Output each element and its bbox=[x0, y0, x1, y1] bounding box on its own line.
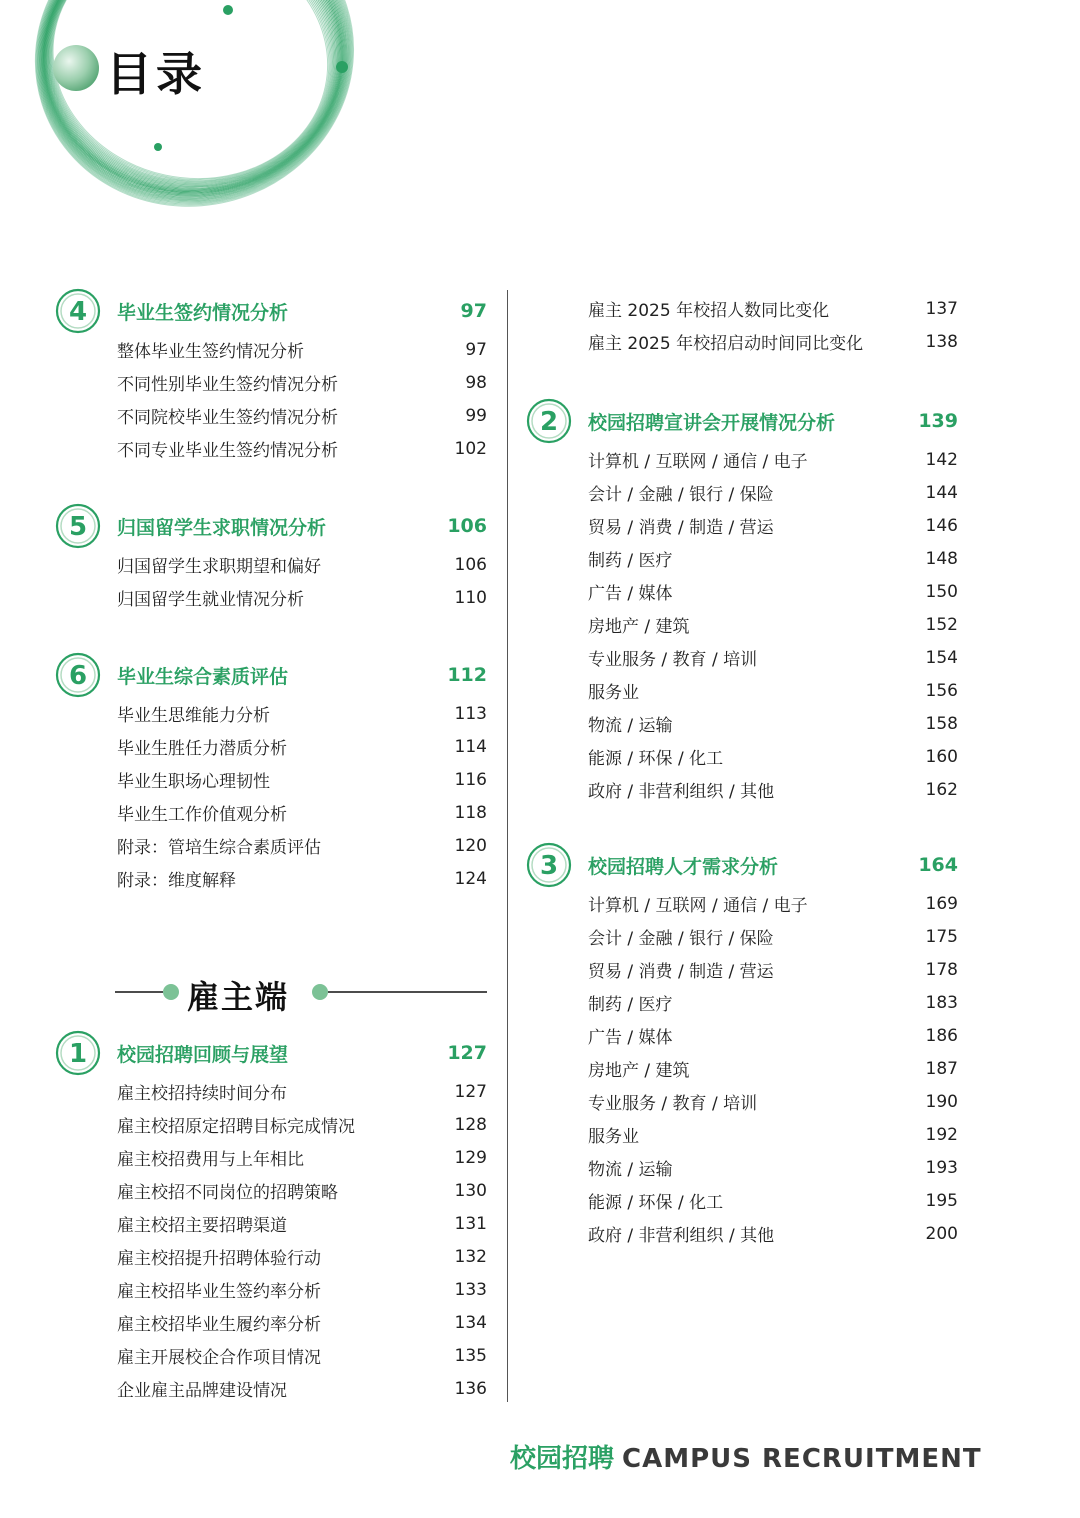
toc-entry-title: 附录：维度解释 bbox=[117, 871, 236, 891]
toc-entry-title: 雇主 2025 年校招启动时间同比变化 bbox=[588, 334, 864, 354]
swirl-dot-icon bbox=[336, 61, 348, 73]
toc-entry-title: 房地产 / 建筑 bbox=[588, 1061, 690, 1081]
toc-section-page: 139 bbox=[918, 410, 958, 432]
toc-entry-page: 162 bbox=[925, 779, 958, 800]
employer-group-title: 雇主端 bbox=[187, 978, 290, 1016]
toc-entry-page: 146 bbox=[925, 515, 958, 536]
toc-entry-page: 144 bbox=[925, 482, 958, 503]
toc-entry-page: 114 bbox=[454, 736, 487, 757]
toc-entry-page: 137 bbox=[925, 298, 958, 319]
toc-entry-title: 归国留学生求职期望和偏好 bbox=[117, 557, 321, 577]
toc-entry[interactable] bbox=[55, 763, 487, 796]
group-heading-rule bbox=[115, 972, 487, 1012]
toc-section-title: 毕业生签约情况分析 bbox=[117, 301, 289, 324]
section-number-badge-icon bbox=[526, 398, 572, 444]
toc-entry[interactable] bbox=[526, 325, 958, 358]
toc-entry-page: 116 bbox=[454, 769, 487, 790]
toc-entry[interactable] bbox=[55, 1075, 487, 1108]
toc-entry[interactable] bbox=[526, 674, 958, 707]
toc-entry-page: 127 bbox=[454, 1081, 487, 1102]
toc-entry[interactable] bbox=[55, 796, 487, 829]
section-number-badge-icon bbox=[55, 288, 101, 334]
toc-section-heading[interactable] bbox=[55, 654, 487, 696]
toc-entry-page: 129 bbox=[454, 1147, 487, 1168]
toc-entry[interactable] bbox=[526, 1217, 958, 1250]
toc-entry-page: 158 bbox=[925, 713, 958, 734]
toc-entry-title: 计算机 / 互联网 / 通信 / 电子 bbox=[588, 896, 808, 916]
footer-brand-en: CAMPUS RECRUITMENT bbox=[622, 1444, 982, 1474]
toc-entry-page: 175 bbox=[925, 926, 958, 947]
toc-section bbox=[55, 654, 487, 895]
employer-group-heading bbox=[115, 972, 487, 1016]
section-number-badge-icon bbox=[526, 842, 572, 888]
toc-entry-title: 物流 / 运输 bbox=[588, 716, 673, 736]
toc-entry-page: 130 bbox=[454, 1180, 487, 1201]
toc-entry-title: 物流 / 运输 bbox=[588, 1160, 673, 1180]
toc-entry-page: 192 bbox=[925, 1124, 958, 1145]
toc-entry[interactable] bbox=[55, 730, 487, 763]
toc-entry-page: 136 bbox=[454, 1378, 487, 1399]
toc-entry[interactable] bbox=[526, 1052, 958, 1085]
toc-entry-page: 169 bbox=[925, 893, 958, 914]
toc-entry[interactable] bbox=[55, 1174, 487, 1207]
toc-section-title: 校园招聘宣讲会开展情况分析 bbox=[588, 411, 836, 434]
toc-entry-title: 雇主校招毕业生签约率分析 bbox=[117, 1282, 321, 1302]
toc-entry-title: 专业服务 / 教育 / 培训 bbox=[588, 1094, 758, 1114]
toc-entry-page: 148 bbox=[925, 548, 958, 569]
toc-entry[interactable] bbox=[526, 292, 958, 325]
toc-section-title: 校园招聘人才需求分析 bbox=[588, 855, 779, 878]
toc-section-title: 毕业生综合素质评估 bbox=[117, 665, 289, 688]
toc-entry-title: 不同专业毕业生签约情况分析 bbox=[117, 441, 338, 461]
toc-entry[interactable] bbox=[55, 432, 487, 465]
toc-entry[interactable] bbox=[55, 548, 487, 581]
toc-section-page: 127 bbox=[447, 1042, 487, 1064]
toc-entry-title: 贸易 / 消费 / 制造 / 营运 bbox=[588, 518, 774, 538]
toc-entry-title: 毕业生职场心理韧性 bbox=[117, 772, 270, 792]
header-swirl-graphic bbox=[0, 0, 380, 230]
toc-entry-page: 160 bbox=[925, 746, 958, 767]
toc-entry[interactable] bbox=[526, 641, 958, 674]
toc-entry-page: 183 bbox=[925, 992, 958, 1013]
badge-number: 1 bbox=[68, 1039, 88, 1069]
toc-entry-page: 150 bbox=[925, 581, 958, 602]
toc-entry-title: 企业雇主品牌建设情况 bbox=[117, 1381, 287, 1401]
toc-entry-title: 归国留学生就业情况分析 bbox=[117, 590, 304, 610]
toc-entry[interactable] bbox=[526, 443, 958, 476]
toc-entry-page: 193 bbox=[925, 1157, 958, 1178]
toc-entry-title: 雇主校招不同岗位的招聘策略 bbox=[117, 1183, 338, 1203]
toc-entry-title: 制药 / 医疗 bbox=[588, 551, 673, 571]
toc-entry-page: 154 bbox=[925, 647, 958, 668]
toc-entry[interactable] bbox=[526, 1184, 958, 1217]
toc-entry-title: 服务业 bbox=[588, 683, 639, 703]
toc-entry[interactable] bbox=[55, 697, 487, 730]
toc-section-heading[interactable] bbox=[526, 844, 958, 886]
toc-entry-page: 200 bbox=[925, 1223, 958, 1244]
badge-number: 5 bbox=[68, 512, 88, 542]
toc-entry-title: 服务业 bbox=[588, 1127, 639, 1147]
toc-entry[interactable] bbox=[526, 986, 958, 1019]
toc-entry[interactable] bbox=[526, 509, 958, 542]
toc-entry-page: 128 bbox=[454, 1114, 487, 1135]
toc-entry[interactable] bbox=[55, 1306, 487, 1339]
toc-continued-entries bbox=[526, 292, 958, 358]
toc-entry-title: 能源 / 环保 / 化工 bbox=[588, 1193, 724, 1213]
toc-entry-title: 毕业生胜任力潜质分析 bbox=[117, 739, 287, 759]
badge-number: 4 bbox=[68, 297, 88, 327]
toc-entry-page: 131 bbox=[454, 1213, 487, 1234]
toc-entry-title: 雇主校招费用与上年相比 bbox=[117, 1150, 304, 1170]
toc-entry-page: 195 bbox=[925, 1190, 958, 1211]
toc-entry-title: 雇主校招主要招聘渠道 bbox=[117, 1216, 287, 1236]
toc-section-heading[interactable] bbox=[55, 505, 487, 547]
bullet-dot-icon bbox=[312, 984, 328, 1000]
toc-entry[interactable] bbox=[526, 476, 958, 509]
toc-entry-page: 133 bbox=[454, 1279, 487, 1300]
toc-entry[interactable] bbox=[55, 1273, 487, 1306]
toc-entry-page: 97 bbox=[465, 339, 487, 360]
swirl-dot-icon bbox=[154, 143, 162, 151]
toc-entry-title: 会计 / 金融 / 银行 / 保险 bbox=[588, 929, 774, 949]
toc-entry-page: 124 bbox=[454, 868, 487, 889]
toc-entry-page: 120 bbox=[454, 835, 487, 856]
footer-brand-cn: 校园招聘 bbox=[510, 1444, 615, 1474]
toc-section-page: 97 bbox=[460, 300, 487, 322]
page-title: 目录 bbox=[106, 47, 206, 101]
toc-entry-title: 广告 / 媒体 bbox=[588, 584, 673, 604]
toc-section-heading[interactable] bbox=[55, 290, 487, 332]
toc-entry[interactable] bbox=[526, 1118, 958, 1151]
toc-entry-page: 135 bbox=[454, 1345, 487, 1366]
section-number-badge-icon bbox=[55, 652, 101, 698]
toc-entry-title: 雇主开展校企合作项目情况 bbox=[117, 1348, 321, 1368]
toc-section-heading[interactable] bbox=[526, 400, 958, 442]
toc-entry-title: 附录：管培生综合素质评估 bbox=[117, 838, 321, 858]
toc-entry-page: 187 bbox=[925, 1058, 958, 1079]
column-divider bbox=[507, 290, 508, 1402]
badge-number: 3 bbox=[539, 851, 559, 881]
toc-entry-page: 142 bbox=[925, 449, 958, 470]
toc-entry[interactable] bbox=[55, 366, 487, 399]
badge-number: 6 bbox=[68, 661, 88, 691]
toc-entry-title: 整体毕业生签约情况分析 bbox=[117, 342, 304, 362]
left-column bbox=[55, 290, 487, 895]
toc-entry[interactable] bbox=[55, 333, 487, 366]
toc-entry[interactable] bbox=[55, 829, 487, 862]
toc-entry[interactable] bbox=[526, 773, 958, 806]
toc-entry-page: 98 bbox=[465, 372, 487, 393]
toc-entry[interactable] bbox=[55, 1108, 487, 1141]
toc-entry-title: 制药 / 医疗 bbox=[588, 995, 673, 1015]
toc-entry-page: 134 bbox=[454, 1312, 487, 1333]
toc-entry[interactable] bbox=[526, 920, 958, 953]
toc-entry[interactable] bbox=[526, 1019, 958, 1052]
toc-entry-title: 政府 / 非营利组织 / 其他 bbox=[588, 782, 775, 802]
toc-section-title: 校园招聘回顾与展望 bbox=[117, 1043, 289, 1066]
toc-entry-title: 能源 / 环保 / 化工 bbox=[588, 749, 724, 769]
toc-entry[interactable] bbox=[55, 581, 487, 614]
toc-entry[interactable] bbox=[526, 740, 958, 773]
toc-section-page: 112 bbox=[447, 664, 487, 686]
toc-entry[interactable] bbox=[55, 862, 487, 895]
toc-section-title: 归国留学生求职情况分析 bbox=[117, 516, 327, 539]
toc-entry[interactable] bbox=[526, 608, 958, 641]
toc-entry[interactable] bbox=[55, 1141, 487, 1174]
toc-entry-title: 不同院校毕业生签约情况分析 bbox=[117, 408, 338, 428]
toc-entry-title: 政府 / 非营利组织 / 其他 bbox=[588, 1226, 775, 1246]
toc-entry[interactable] bbox=[526, 1085, 958, 1118]
toc-entry[interactable] bbox=[55, 1207, 487, 1240]
toc-entry[interactable] bbox=[55, 1339, 487, 1372]
toc-entry[interactable] bbox=[526, 953, 958, 986]
toc-entry-page: 152 bbox=[925, 614, 958, 635]
toc-entry-title: 贸易 / 消费 / 制造 / 营运 bbox=[588, 962, 774, 982]
toc-entry-title: 雇主校招持续时间分布 bbox=[117, 1084, 287, 1104]
toc-entry-title: 广告 / 媒体 bbox=[588, 1028, 673, 1048]
toc-entry[interactable] bbox=[55, 399, 487, 432]
title-sphere-icon bbox=[53, 45, 99, 91]
toc-section-heading[interactable] bbox=[55, 1032, 487, 1074]
footer-brand bbox=[510, 1438, 982, 1475]
right-column bbox=[526, 290, 958, 1250]
toc-entry-title: 不同性别毕业生签约情况分析 bbox=[117, 375, 338, 395]
bullet-dot-icon bbox=[163, 984, 179, 1000]
toc-section bbox=[526, 400, 958, 806]
toc-entry-title: 雇主校招提升招聘体验行动 bbox=[117, 1249, 321, 1269]
toc-entry-page: 110 bbox=[454, 587, 487, 608]
toc-entry-title: 房地产 / 建筑 bbox=[588, 617, 690, 637]
toc-entry-page: 190 bbox=[925, 1091, 958, 1112]
toc-entry[interactable] bbox=[526, 542, 958, 575]
toc-entry-title: 毕业生工作价值观分析 bbox=[117, 805, 287, 825]
toc-entry[interactable] bbox=[526, 707, 958, 740]
toc-entry-page: 132 bbox=[454, 1246, 487, 1267]
toc-section bbox=[526, 844, 958, 1250]
toc-entry-title: 会计 / 金融 / 银行 / 保险 bbox=[588, 485, 774, 505]
section-number-badge-icon bbox=[55, 1030, 101, 1076]
toc-section-page: 164 bbox=[918, 854, 958, 876]
toc-entry-page: 178 bbox=[925, 959, 958, 980]
toc-entry-page: 118 bbox=[454, 802, 487, 823]
swirl-dot-icon bbox=[223, 5, 233, 15]
toc-section bbox=[55, 505, 487, 614]
toc-entry-title: 计算机 / 互联网 / 通信 / 电子 bbox=[588, 452, 808, 472]
toc-entry-page: 186 bbox=[925, 1025, 958, 1046]
toc-entry[interactable] bbox=[55, 1240, 487, 1273]
toc-entry[interactable] bbox=[526, 887, 958, 920]
toc-section bbox=[55, 1032, 487, 1405]
toc-section-page: 106 bbox=[447, 515, 487, 537]
toc-entry-title: 专业服务 / 教育 / 培训 bbox=[588, 650, 758, 670]
toc-entry-page: 102 bbox=[454, 438, 487, 459]
toc-entry-page: 99 bbox=[465, 405, 487, 426]
toc-entry-title: 雇主 2025 年校招人数同比变化 bbox=[588, 301, 830, 321]
toc-entry-page: 156 bbox=[925, 680, 958, 701]
toc-entry-title: 雇主校招毕业生履约率分析 bbox=[117, 1315, 321, 1335]
badge-number: 2 bbox=[539, 407, 559, 437]
toc-entry-page: 106 bbox=[454, 554, 487, 575]
section-number-badge-icon bbox=[55, 503, 101, 549]
toc-entry-title: 毕业生思维能力分析 bbox=[117, 706, 270, 726]
toc-entry[interactable] bbox=[526, 1151, 958, 1184]
toc-section bbox=[55, 290, 487, 465]
employer-column bbox=[55, 1032, 487, 1405]
toc-entry[interactable] bbox=[526, 575, 958, 608]
toc-entry-title: 雇主校招原定招聘目标完成情况 bbox=[117, 1117, 355, 1137]
toc-entry-page: 113 bbox=[454, 703, 487, 724]
toc-entry-page: 138 bbox=[925, 331, 958, 352]
toc-entry[interactable] bbox=[55, 1372, 487, 1405]
